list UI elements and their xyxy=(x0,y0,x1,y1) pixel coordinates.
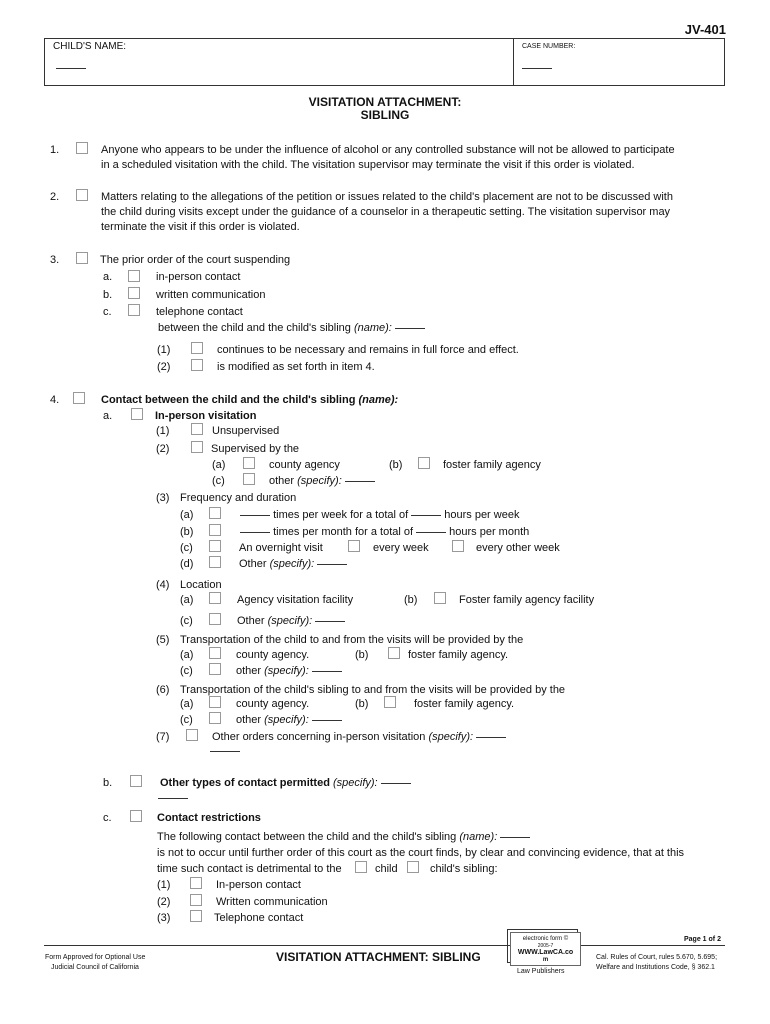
item4a-p4-text: Location xyxy=(180,579,222,591)
item4a-p7-checkbox[interactable] xyxy=(186,729,198,741)
item4a-p3a-label: (a) xyxy=(180,509,194,521)
item4a-p7-field[interactable] xyxy=(476,737,506,738)
item4a-p3-text: Frequency and duration xyxy=(180,492,297,504)
item4c-r2-checkbox[interactable] xyxy=(190,894,202,906)
item1-number: 1. xyxy=(50,144,60,156)
item4a-p7-field-line2[interactable] xyxy=(210,751,240,752)
item4a-p4a-checkbox[interactable] xyxy=(209,592,221,604)
item4-heading xyxy=(101,393,398,407)
item4a-p5b-label: (b) xyxy=(355,649,369,661)
item4a-p2-text: Supervised by the xyxy=(211,443,300,455)
item4a-p3-label: (3) xyxy=(156,492,170,504)
item4a-p3c-text: An overnight visit xyxy=(239,542,323,554)
item4a-p5b-text: foster family agency. xyxy=(408,649,509,661)
item4a-p3d-line xyxy=(239,557,347,571)
item4a-p3c-week-checkbox[interactable] xyxy=(348,540,360,552)
item4a-p4c-text: Other xyxy=(237,615,265,627)
item2-line2: the child during visits except under the guidance of a counselor in a therapeutic setting. The visitation supervisor may xyxy=(101,206,671,218)
childs-name-field[interactable] xyxy=(56,68,86,69)
item2-number: 2. xyxy=(50,191,60,203)
item2-checkbox[interactable] xyxy=(76,189,88,201)
item3-checkbox[interactable] xyxy=(76,252,88,264)
item4a-p4c-specify: (specify): xyxy=(267,615,313,627)
item4c-l2: is not to occur until further order of this court as the court finds, by clear and convincing evidence, that at this xyxy=(157,847,685,859)
item4a-p4b-checkbox[interactable] xyxy=(434,592,446,604)
item4a-p4c-line xyxy=(237,614,345,628)
title-line1: VISITATION ATTACHMENT: xyxy=(308,95,462,109)
item4a-p2a-text: county agency xyxy=(269,459,340,471)
footer-title: VISITATION ATTACHMENT: SIBLING xyxy=(276,950,481,964)
item4a-p3b-t1: times per month for a total of xyxy=(273,526,414,538)
item4a-p6c-checkbox[interactable] xyxy=(209,712,221,724)
item1-line2: in a scheduled visitation with the child. The visitation supervisor may terminate the visit if this order is violated. xyxy=(101,159,635,171)
item4a-p3d-specify: (specify): xyxy=(269,558,315,570)
item4a-p6a-text: county agency. xyxy=(236,698,310,710)
item4c-r2-label: (2) xyxy=(157,896,171,908)
item2-line3: terminate the visit if this order is violated. xyxy=(101,221,300,233)
stamp-line1: electronic form © xyxy=(522,936,569,942)
item3a-label: a. xyxy=(103,271,113,283)
item4c-r3-label: (3) xyxy=(157,912,171,924)
item4a-p2b-checkbox[interactable] xyxy=(418,457,430,469)
item4a-p6c-specify: (specify): xyxy=(264,714,309,726)
childs-name-label: CHILD'S NAME: xyxy=(53,41,127,52)
item4c-l3: time such contact is detrimental to the xyxy=(157,863,342,875)
item3-name-field[interactable] xyxy=(395,328,425,329)
title-line2: SIBLING xyxy=(360,108,410,122)
stamp-line2: 2005-7 xyxy=(537,943,554,949)
item4a-p2a-label: (a) xyxy=(212,459,226,471)
item4a-p3c-otherweek-text: every other week xyxy=(476,542,560,554)
item4-heading-text: Contact between the child and the child's sibling xyxy=(101,394,356,406)
item4a-p1-text: Unsupervised xyxy=(212,425,280,437)
item3-text: The prior order of the court suspending xyxy=(100,254,291,266)
item4b-label: b. xyxy=(103,777,113,789)
item3-name-label: (name): xyxy=(353,322,392,334)
item4a-p6b-text: foster family agency. xyxy=(414,698,515,710)
item4b-field-line2[interactable] xyxy=(158,798,188,799)
item4a-p5a-checkbox[interactable] xyxy=(209,647,221,659)
footer-rules2: Welfare and Institutions Code, § 362.1 xyxy=(596,964,715,971)
item4a-p6a-label: (a) xyxy=(180,698,194,710)
footer-rule xyxy=(44,945,725,946)
item4a-p3d-text: Other xyxy=(239,558,267,570)
item3-o2-checkbox[interactable] xyxy=(191,359,203,371)
item4c-label: c. xyxy=(103,812,112,824)
item4-checkbox[interactable] xyxy=(73,392,85,404)
item4a-p6c-field[interactable] xyxy=(312,720,342,721)
item4c-l1-text: The following contact between the child and the child's sibling xyxy=(157,831,457,843)
item4a-checkbox[interactable] xyxy=(131,408,143,420)
item4a-p7-specify: (specify): xyxy=(428,731,474,743)
footer-page: Page 1 of 2 xyxy=(684,936,721,943)
item4a-p5-text: Transportation of the child to and from the visits will be provided by the xyxy=(180,634,524,646)
item1-line1: Anyone who appears to be under the influence of alcohol or any controlled substance will not be allowed to participate xyxy=(101,144,675,156)
item4a-title: In-person visitation xyxy=(155,410,257,422)
item4a-p2b-text: foster family agency xyxy=(443,459,541,471)
item4a-p3b-checkbox[interactable] xyxy=(209,524,221,536)
item4b-field[interactable] xyxy=(381,783,411,784)
item4a-p3a-times-field[interactable] xyxy=(240,515,270,516)
publisher-stamp xyxy=(510,932,581,966)
item4a-p3d-field[interactable] xyxy=(317,564,347,565)
item4c-r1-text: In-person contact xyxy=(216,879,301,891)
item3b-checkbox[interactable] xyxy=(128,287,140,299)
item4a-p6c-label: (c) xyxy=(180,714,193,726)
item4c-r3-checkbox[interactable] xyxy=(190,910,202,922)
item4a-p3c-week-text: every week xyxy=(373,542,429,554)
item4a-p1-label: (1) xyxy=(156,425,170,437)
item4c-l1 xyxy=(157,830,530,844)
item4b-specify: (specify): xyxy=(332,777,378,789)
item4c-r1-label: (1) xyxy=(157,879,171,891)
item4c-r3-text: Telephone contact xyxy=(214,912,304,924)
item3c-label: c. xyxy=(103,306,112,318)
item4a-p5b-checkbox[interactable] xyxy=(388,647,400,659)
footer-approved2: Judicial Council of California xyxy=(51,964,139,971)
item3-between xyxy=(158,321,425,335)
item3c-text: telephone contact xyxy=(156,306,243,318)
item4c-r1-checkbox[interactable] xyxy=(190,877,202,889)
item1-checkbox[interactable] xyxy=(76,142,88,154)
item4b-checkbox[interactable] xyxy=(130,775,142,787)
item4a-p5c-field[interactable] xyxy=(312,671,342,672)
item4a-p3b-times-field[interactable] xyxy=(240,532,270,533)
item4a-p4b-text: Foster family agency facility xyxy=(459,594,595,606)
item4a-p3d-label: (d) xyxy=(180,558,194,570)
item4a-p4b-label: (b) xyxy=(404,594,418,606)
item4a-p3c-checkbox[interactable] xyxy=(209,540,221,552)
item4c-title: Contact restrictions xyxy=(157,812,261,824)
item4b-line xyxy=(160,776,411,790)
item4a-p6b-checkbox[interactable] xyxy=(384,696,396,708)
header-divider xyxy=(513,38,514,86)
item4a-p5c-specify: (specify): xyxy=(264,665,309,677)
item4a-p3a-t1: times per week for a total of xyxy=(273,509,409,521)
item4a-p4c-field[interactable] xyxy=(315,621,345,622)
item4a-p2a-checkbox[interactable] xyxy=(243,457,255,469)
item4a-p3c-otherweek-checkbox[interactable] xyxy=(452,540,464,552)
item4c-sibling-text: child's sibling: xyxy=(430,863,498,875)
item4a-p5c-label: (c) xyxy=(180,665,193,677)
item4a-p3b-t2: hours per month xyxy=(449,526,530,538)
item4a-p1-checkbox[interactable] xyxy=(191,423,203,435)
item4a-p5c-text: other xyxy=(236,665,262,677)
item4a-p3a-hours-field[interactable] xyxy=(411,515,441,516)
item4a-p6-text: Transportation of the child's sibling to and from the visits will be provided by the xyxy=(180,684,566,696)
item3-o2-text: is modified as set forth in item 4. xyxy=(217,361,375,373)
item3-between-text: between the child and the child's sibling xyxy=(158,322,351,334)
item4a-p3b-label: (b) xyxy=(180,526,194,538)
item4a-p3a-t2: hours per week xyxy=(444,509,520,521)
item3b-text: written communication xyxy=(156,289,266,301)
stamp-line4: m xyxy=(542,957,549,963)
footer-approved1: Form Approved for Optional Use xyxy=(45,954,146,961)
item4a-p6-label: (6) xyxy=(156,684,170,696)
item4a-p7-line xyxy=(212,730,506,744)
item4a-p2c-text: other xyxy=(269,475,295,487)
item3b-label: b. xyxy=(103,289,113,301)
item4a-p2c-label: (c) xyxy=(212,475,225,487)
item4b-title: Other types of contact permitted xyxy=(160,777,330,789)
item4a-p4a-label: (a) xyxy=(180,594,194,606)
item3-o1-checkbox[interactable] xyxy=(191,342,203,354)
item4c-name-field[interactable] xyxy=(500,837,530,838)
item4c-l1-name: (name): xyxy=(459,831,498,843)
item3a-text: in-person contact xyxy=(156,271,241,283)
item4a-p4c-label: (c) xyxy=(180,615,193,627)
item4a-p6c-text: other xyxy=(236,714,262,726)
item4a-p6a-checkbox[interactable] xyxy=(209,696,221,708)
item4a-label: a. xyxy=(103,410,113,422)
footer-rules1: Cal. Rules of Court, rules 5.670, 5.695; xyxy=(596,954,718,961)
item4a-p2c-line xyxy=(269,474,375,488)
item4c-sibling-checkbox[interactable] xyxy=(407,861,419,873)
item4a-p4a-text: Agency visitation facility xyxy=(237,594,354,606)
item4a-p3a-line xyxy=(240,508,519,522)
item4a-p7-label: (7) xyxy=(156,731,170,743)
stamp-line3: WWW.LawCA.co xyxy=(517,949,574,956)
item4a-p3b-hours-field[interactable] xyxy=(416,532,446,533)
item4a-p2c-specify: (specify): xyxy=(297,475,342,487)
item4a-p3c-label: (c) xyxy=(180,542,193,554)
item3c-checkbox[interactable] xyxy=(128,304,140,316)
item4a-p2-checkbox[interactable] xyxy=(191,441,203,453)
item4a-p2c-checkbox[interactable] xyxy=(243,473,255,485)
item4-heading-name: (name): xyxy=(358,394,399,406)
stamp-publisher: Law Publishers xyxy=(517,968,565,975)
item4a-p4c-checkbox[interactable] xyxy=(209,613,221,625)
item4c-r2-text: Written communication xyxy=(216,896,328,908)
item3-number: 3. xyxy=(50,254,60,266)
item4a-p5a-label: (a) xyxy=(180,649,194,661)
item4-number: 4. xyxy=(50,394,60,406)
item4c-child-text: child xyxy=(375,863,398,875)
case-number-label: CASE NUMBER: xyxy=(522,43,576,50)
item3-o1-label: (1) xyxy=(157,344,171,356)
item4a-p4-label: (4) xyxy=(156,579,170,591)
header-box xyxy=(44,38,725,86)
item4a-p5c-line xyxy=(236,664,342,678)
item4c-checkbox[interactable] xyxy=(130,810,142,822)
item4a-p3b-line xyxy=(240,525,529,539)
item4a-p6b-label: (b) xyxy=(355,698,369,710)
item4a-p6c-line xyxy=(236,713,342,727)
form-id: JV-401 xyxy=(684,22,726,37)
item3-o1-text: continues to be necessary and remains in full force and effect. xyxy=(217,344,519,356)
item3a-checkbox[interactable] xyxy=(128,270,140,282)
item4a-p5c-checkbox[interactable] xyxy=(209,663,221,675)
item4a-p5-label: (5) xyxy=(156,634,170,646)
item4a-p2c-field[interactable] xyxy=(345,481,375,482)
item4a-p5a-text: county agency. xyxy=(236,649,310,661)
item3-o2-label: (2) xyxy=(157,361,171,373)
item4a-p3a-checkbox[interactable] xyxy=(209,507,221,519)
item4a-p2b-label: (b) xyxy=(389,459,403,471)
item4a-p2-label: (2) xyxy=(156,443,170,455)
item4c-child-checkbox[interactable] xyxy=(355,861,367,873)
item4a-p7-text: Other orders concerning in-person visitation xyxy=(212,731,426,743)
case-number-field[interactable] xyxy=(522,68,552,69)
item4a-p3d-checkbox[interactable] xyxy=(209,556,221,568)
item2-line1: Matters relating to the allegations of the petition or issues related to the child's placement are not to be discussed with xyxy=(101,191,673,203)
